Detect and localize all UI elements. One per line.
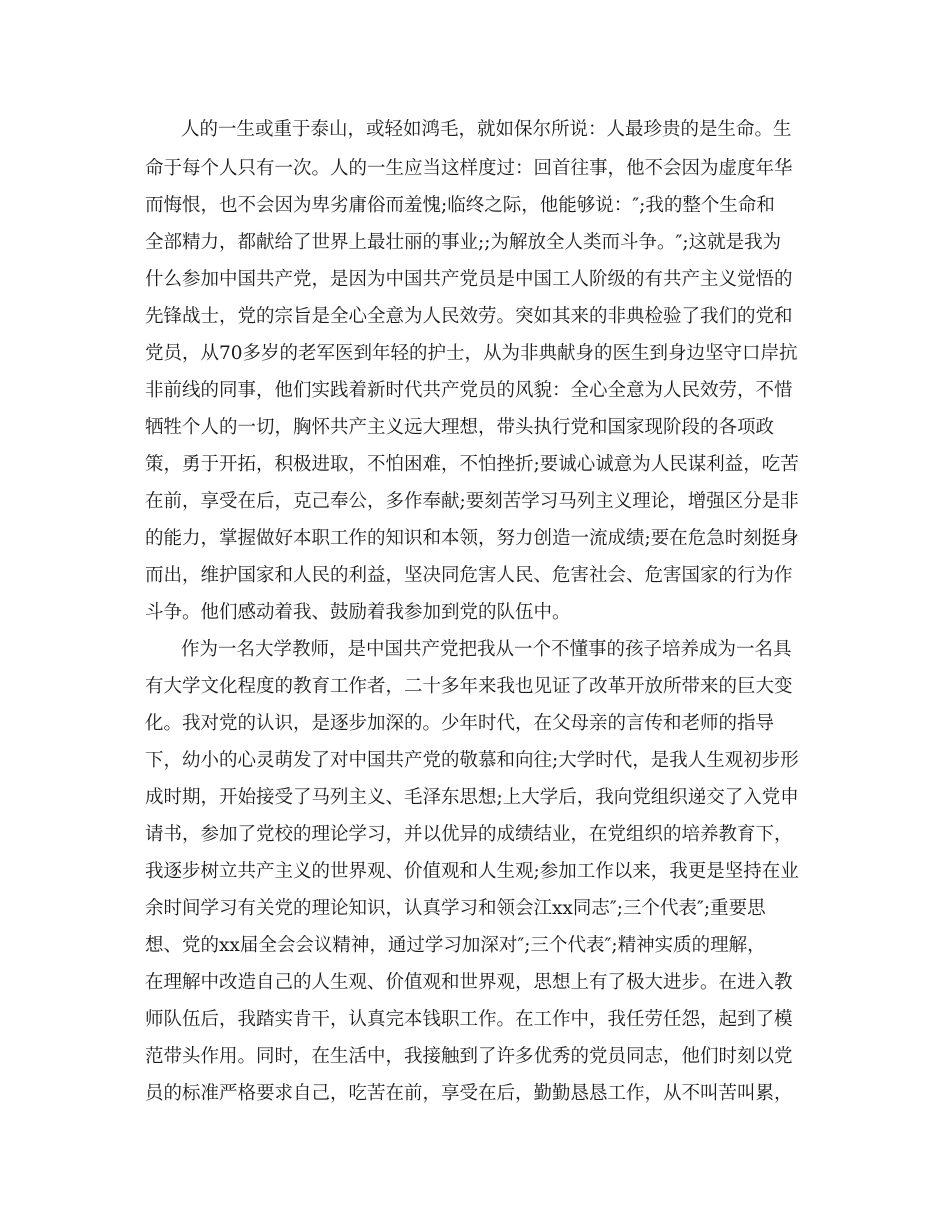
paragraph-2-line-5: 成时期，开始接受了马列主义、毛泽东思想;上大学后，我向党组织递交了入党申	[145, 787, 799, 808]
paragraph-1-line-7: 党员，从70多岁的老军医到年轻的护士，从为非典献身的医生到身边坚守口岸抗	[145, 343, 798, 364]
paragraph-1-line-8: 非前线的同事，他们实践着新时代共产党员的风貌：全心全意为人民效劳，不惜	[145, 380, 793, 401]
paragraph-1-line-13: 而出，维护国家和人民的利益，坚决同危害人民、危害社会、危害国家的行为作	[145, 565, 793, 586]
paragraph-2-line-10: 在理解中改造自己的人生观、价值观和世界观，思想上有了极大进步。在进入教	[145, 972, 793, 993]
paragraph-2-line-6: 请书，参加了党校的理论学习，并以优异的成绩结业，在党组织的培养教育下，	[145, 824, 793, 845]
paragraph-1-line-5: 什么参加中国共产党，是因为中国共产党员是中国工人阶级的有共产主义觉悟的	[145, 269, 793, 290]
paragraph-1-line-9: 牺牲个人的一切，胸怀共产主义远大理想，带头执行党和国家现阶段的各项政	[145, 417, 775, 438]
paragraph-1-line-3: 而悔恨，也不会因为卑劣庸俗而羞愧;临终之际，他能够说：″;我的整个生命和	[145, 195, 775, 216]
paragraph-2-line-12: 范带头作用。同时，在生活中，我接触到了许多优秀的党员同志，他们时刻以党	[145, 1046, 793, 1067]
paragraph-1-line-6: 先锋战士，党的宗旨是全心全意为人民效劳。突如其来的非典检验了我们的党和	[145, 306, 793, 327]
paragraph-1-line-14: 斗争。他们感动着我、鼓励着我参加到党的队伍中。	[145, 602, 571, 623]
paragraph-2-line-9: 想、党的xx届全会会议精神，通过学习加深对″;三个代表″;精神实质的理解，	[145, 935, 766, 956]
paragraph-1-line-1: 人的一生或重于泰山，或轻如鸿毛，就如保尔所说：人最珍贵的是生命。生	[181, 119, 792, 140]
paragraph-1-line-12: 的能力，掌握做好本职工作的知识和本领，努力创造一流成绩;要在危急时刻挺身	[145, 528, 799, 549]
paragraph-1-line-2: 命于每个人只有一次。人的一生应当这样度过：回首往事，他不会因为虚度年华	[145, 158, 793, 179]
paragraph-1-line-10: 策，勇于开拓，积极进取，不怕困难，不怕挫折;要诚心诚意为人民谋利益，吃苦	[145, 454, 799, 475]
paragraph-2-line-8: 余时间学习有关党的理论知识，认真学习和领会江xx同志″;三个代表″;重要思	[145, 898, 766, 919]
paragraph-2-line-13: 员的标准严格要求自己，吃苦在前，享受在后，勤勤恳恳工作，从不叫苦叫累，	[145, 1083, 793, 1104]
paragraph-2-line-2: 有大学文化程度的教育工作者，二十多年来我也见证了改革开放所带来的巨大变	[145, 676, 793, 697]
paragraph-1-line-4: 全部精力，都献给了世界上最壮丽的事业;;为解放全人类而斗争。″;这就是我为	[145, 232, 782, 253]
paragraph-2-line-3: 化。我对党的认识，是逐步加深的。少年时代，在父母亲的言传和老师的指导	[145, 713, 775, 734]
paragraph-2-line-4: 下，幼小的心灵萌发了对中国共产党的敬慕和向往;大学时代，是我人生观初步形	[145, 750, 799, 771]
paragraph-1-line-11: 在前，享受在后，克己奉公，多作奉献;要刻苦学习马列主义理论，增强区分是非	[145, 491, 799, 512]
paragraph-2-line-7: 我逐步树立共产主义的世界观、价值观和人生观;参加工作以来，我更是坚持在业	[145, 861, 799, 882]
paragraph-2-line-1: 作为一名大学教师，是中国共产党把我从一个不懂事的孩子培养成为一名具	[181, 639, 792, 660]
paragraph-2-line-11: 师队伍后，我踏实肯干，认真完本钱职工作。在工作中，我任劳任怨，起到了模	[145, 1009, 793, 1030]
